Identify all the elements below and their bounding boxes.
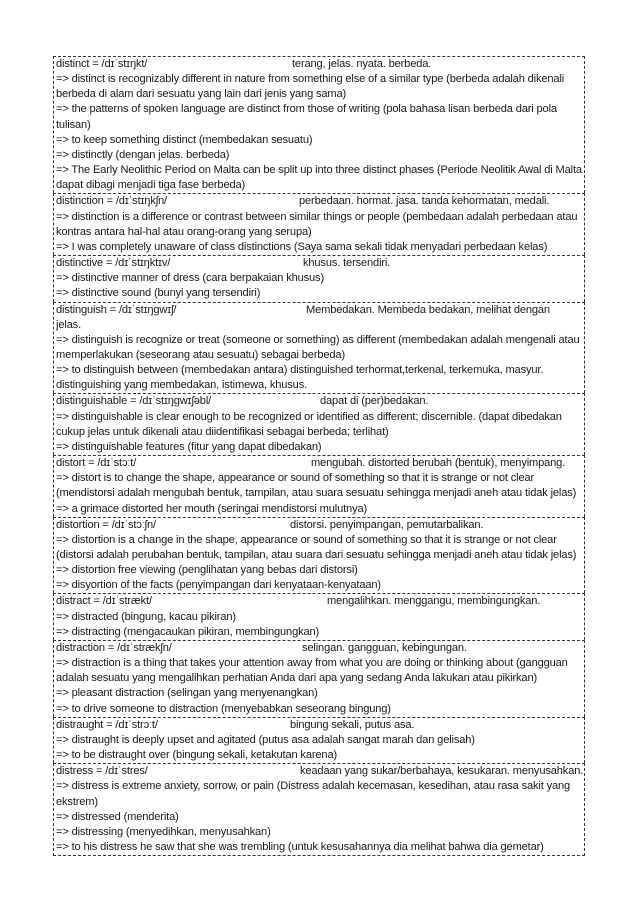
entry-line: => distinctly (dengan jelas. berbeda) <box>56 148 230 161</box>
entry-distinct <box>53 56 585 193</box>
entry-headword: distract = /dɪˈstrækt/ <box>56 595 152 608</box>
entry-line: => distinctive sound (bunyi yang tersendiri) <box>56 287 261 300</box>
entry-line: => distinguishable is clear enough to be recognized or identified as different; discernible. (dapat dibedakan cukup jelas untuk dikenali atau diidentifikasi sebagai berbeda; terlihat) <box>56 410 562 438</box>
entry-line: => to be distraught over (bingung sekali, ketakutan karena) <box>56 749 338 762</box>
entry-line: => distortion free viewing (penglihatan yang bebas dari distorsi) <box>56 564 358 577</box>
entry-line: => distinction is a difference or contrast between similar things or people (pembedaan adalah perbedaan atau kontras antara hal-hal atau orang-orang yang serupa) <box>56 210 578 238</box>
entry-meaning: bingung sekali, putus asa. <box>290 718 415 731</box>
entry-distinctive <box>53 255 585 301</box>
entry-line: => a grimace distorted her mouth (seringai mendistorsi mulutnya) <box>56 502 368 515</box>
entry-line: => distortion is a change in the shape, appearance or sound of something so that it is strange or not clear (distorsi adalah perubahan bentuk, tampilan, atau suara dari sesuatu sehingga menjadi aneh atau tidak jelas) <box>56 533 577 561</box>
entry-headword: distortion = /dɪˈstɔːʃn/ <box>56 518 156 531</box>
entry-distraction <box>53 640 585 717</box>
entry-line: => distinct is recognizably different in nature from something else of a similar type (berbeda adalah dikenali berbeda di alam dari sesuatu yang lain dari jenis yang sama) <box>56 73 565 101</box>
entry-line: => distinguishable features (fitur yang dapat dibedakan) <box>56 440 322 453</box>
entry-line: => distraction is a thing that takes your attention away from what you are doing or thinking about (gangguan adalah sesuatu yang mengalihkan perhatian Anda dari apa yang sedang Anda lakukan atau pikirkan) <box>56 657 568 685</box>
entry-headword: distraction = /dɪˈstrækʃn/ <box>56 641 172 654</box>
dictionary-page <box>53 56 585 856</box>
entry-line: => distress is extreme anxiety, sorrow, or pain (Distress adalah kecemasan, kesedihan, atau rasa sakit yang ekstrem) <box>56 780 571 808</box>
entry-meaning: khusus. tersendiri. <box>303 257 391 270</box>
entry-line: => distinctive manner of dress (cara berpakaian khusus) <box>56 272 324 285</box>
entry-line: => distort is to change the shape, appearance or sound of something so that it is strange or not clear (mendistorsi adalah mengubah bentuk, tampilan, atau suara sesuatu sehingga menjadi aneh atau tidak jelas) <box>56 472 577 500</box>
entry-line: => to drive someone to distraction (menyebabkan seseorang bingung) <box>56 702 391 715</box>
entry-meaning: dapat di (per)bedakan. <box>320 395 429 408</box>
entry-line: => I was completely unaware of class distinctions (Saya sama sekali tidak menyadari perbedaan kelas) <box>56 240 548 253</box>
entry-distinguishable <box>53 393 585 455</box>
entry-line: jelas. <box>56 318 81 331</box>
entry-line: => the patterns of spoken language are distinct from those of writing (pola bahasa lisan berbeda dari pola tulisan) <box>56 103 557 131</box>
entry-meaning: terang, jelas. nyata. berbeda. <box>292 58 432 70</box>
entry-headword: distinctive = /dɪˈstɪŋktɪv/ <box>56 257 171 270</box>
entry-meaning: Membedakan. Membeda bedakan, melihat dengan <box>306 303 550 316</box>
entry-meaning: mengubah. distorted berubah (bentuk), menyimpang. <box>311 457 566 470</box>
entry-meaning: mengalihkan. menggangu, membingungkan. <box>327 595 541 608</box>
entry-line: => to his distress he saw that she was trembling (untuk kesusahannya dia melihat bahwa dia gemetar) <box>56 840 544 853</box>
entry-line: => disyortion of the facts (penyimpangan dari kenyataan-kenyataan) <box>56 579 381 592</box>
entry-meaning: distorsi. penyimpangan, pemutarbalikan. <box>290 518 484 531</box>
entry-line: => distressed (menderita) <box>56 810 179 823</box>
entry-line: => distracting (mengacaukan pikiran, membingungkan) <box>56 625 320 638</box>
entry-distortion <box>53 517 585 594</box>
entry-line: => The Early Neolithic Period on Malta can be split up into three distinct phases (Periode Neolitik Awal di Malta dapat dibagi menjadi tiga fase berbeda) <box>56 164 582 192</box>
entry-headword: distinct = /dɪˈstɪŋkt/ <box>56 58 148 70</box>
entry-meaning: perbedaan. hormat. jasa. tanda kehormatan, medali. <box>299 195 550 208</box>
entry-headword: distinguishable = /dɪˈstɪŋɡwɪʃəbl/ <box>56 395 212 408</box>
entry-distinction <box>53 193 585 255</box>
entry-line: => distracted (bingung, kacau pikiran) <box>56 610 236 623</box>
entry-headword: distress = /dɪˈstres/ <box>56 765 148 778</box>
entry-headword: distraught = /dɪˈstrɔːt/ <box>56 718 158 731</box>
entry-line: => to keep something distinct (membedakan sesuatu) <box>56 133 313 146</box>
entry-headword: distinction = /dɪˈstɪŋkʃn/ <box>56 195 167 208</box>
entry-distort <box>53 455 585 517</box>
entry-meaning: keadaan yang sukar/berbahaya, kesukaran. menyusahkan. <box>300 765 584 778</box>
entry-headword: distinguish = /dɪˈstɪŋɡwɪʃ/ <box>56 303 177 316</box>
entry-line: => distinguish is recognize or treat (someone or something) as different (membedakan adalah mengenali atau memperlakukan (seseorang atau sesuatu) sebagai berbeda) <box>56 333 580 361</box>
entry-meaning: selingan. gangguan, kebingungan. <box>302 641 467 654</box>
entry-line: => distressing (menyedihkan, menyusahkan) <box>56 825 271 838</box>
entry-headword: distort = /dɪˈstɔːt/ <box>56 457 137 470</box>
entry-distinguish <box>53 302 585 394</box>
entry-line: => to distinguish between (membedakan antara) distinguished terhormat,terkenal, terkemuka, masyur. distinguishing yang membedakan, istimewa, khusus. <box>56 364 544 392</box>
entry-line: => pleasant distraction (selingan yang menyenangkan) <box>56 687 318 700</box>
entry-distress <box>53 763 585 856</box>
entry-distraught <box>53 717 585 763</box>
entry-distract <box>53 593 585 639</box>
entry-line: => distraught is deeply upset and agitated (putus asa adalah sangat marah dan gelisah) <box>56 733 475 746</box>
